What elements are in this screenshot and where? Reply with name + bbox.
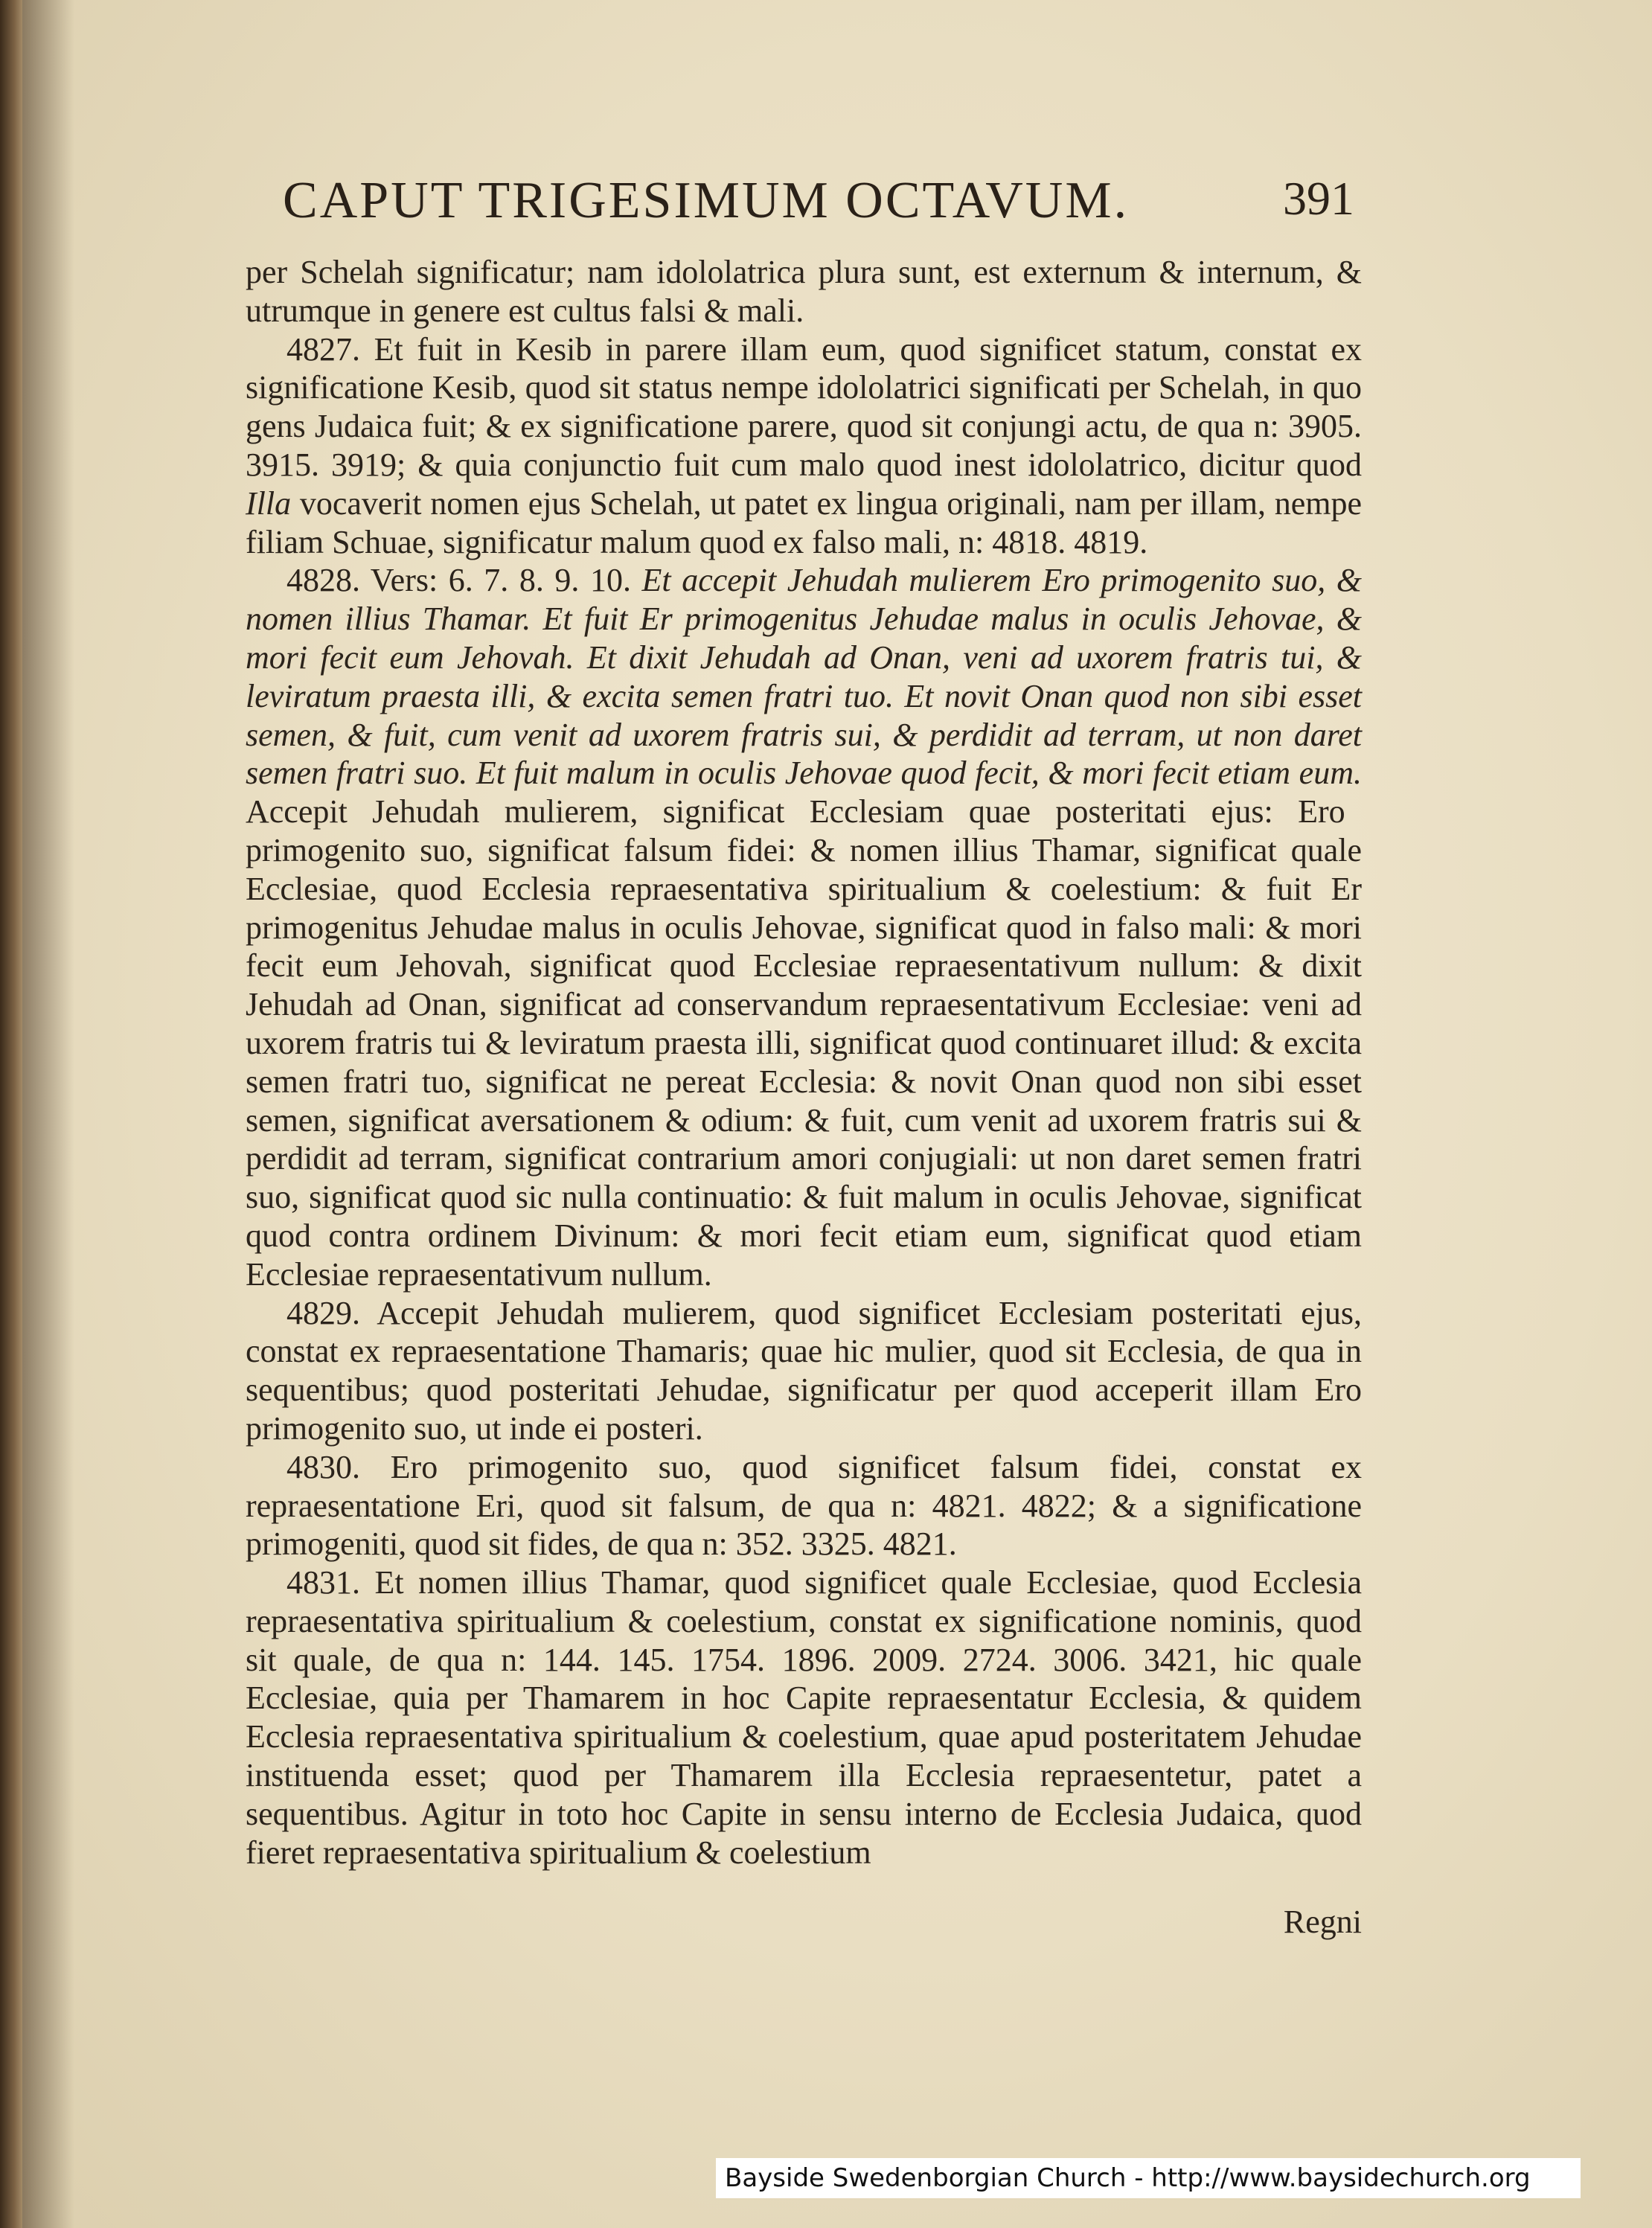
paragraph-number: 4830. bbox=[286, 1448, 360, 1485]
text-run: Et nomen illius Thamar, quod significet quale Ecclesiae, quod Ecclesia repraesentativa spiritualium & coelestium, constat ex significatione nominis, quod sit quale, de qua n: 144. 145. 1754. 1896. 2009. 2724. 3006. 3421, hic quale Ecclesiae, quia per Thamarem in hoc Capite repraesentatur Ecclesia, & quidem Ecclesia repraesentativa spiritualium & coelestium, quae apud posteritatem Jehudae instituenda esset; quod per Thamarem illa Ecclesia repraesentetur, patet a sequentibus. Agitur in toto hoc Capite in sensu interno de Ecclesia Judaica, quod fieret repraesentativa spiritualium & coelestium bbox=[246, 1564, 1362, 1871]
numbered-paragraph bbox=[246, 561, 1362, 1293]
watermark-caption: Bayside Swedenborgian Church - http://www.baysidechurch.org bbox=[716, 2158, 1581, 2198]
numbered-paragraph bbox=[246, 1448, 1362, 1563]
continuation-paragraph bbox=[246, 253, 1362, 330]
text-run: per Schelah significatur; nam idololatrica plura sunt, est externum & internum, & utrumque in genere est cultus falsi & mali. bbox=[246, 254, 1362, 329]
italic-text: Illa bbox=[246, 484, 292, 522]
gutter-shadow bbox=[22, 0, 74, 2228]
running-head bbox=[283, 171, 1354, 238]
page-number: 391 bbox=[1283, 172, 1354, 225]
text-run: Ero primogenito suo, quod significet falsum fidei, constat ex repraesentatione Eri, quod sit falsum, de qua n: 4821. 4822; & a significatione primogeniti, quod sit fides, de qua n: 352. 3325. 4821. bbox=[246, 1448, 1362, 1563]
paragraph-number: 4831. bbox=[286, 1564, 360, 1601]
numbered-paragraph bbox=[246, 1563, 1362, 1872]
italic-text: Et accepit Jehudah mulierem Ero primogenito suo, & nomen illius Thamar. Et fuit Er primogenitus Jehudae malus in oculis Jehovae, & mori fecit eum Jehovah. Et dixit Jehudah ad Onan, veni ad uxorem fratris tui, & leviratum praesta illi, & excita semen fratri tuo. Et novit Onan quod non sibi esset semen, & fuit, cum venit ad uxorem fratris sui, & perdidit ad terram, ut non daret semen fratri suo. Et fuit malum in oculis Jehovae quod fecit, & mori fecit etiam eum. bbox=[246, 562, 1362, 792]
text-run: Accepit Jehudah mulierem, quod significet Ecclesiam posteritati ejus, constat ex repraesentatione Thamaris; quae hic mulier, quod sit Ecclesia, de qua in sequentibus; quod posteritati Jehudae, significatur per quod acceperit illam Ero primogenito suo, ut inde ei posteri. bbox=[246, 1294, 1362, 1447]
paragraph-number: 4827. bbox=[286, 330, 360, 368]
text-run: Accepit Jehudah mulierem, significat Ecclesiam quae posteritati ejus: Ero primogenito suo, significat falsum fidei: & nomen illius Thamar, significat quale Ecclesiae, quod Ecclesia repraesentativa spiritualium & coelestium: & fuit Er primogenitus Jehudae malus in oculis Jehovae, significat quod in falso mali: & mori fecit eum Jehovah, significat quod Ecclesiae repraesentativum nullum: & dixit Jehudah ad Onan, significat ad conservandum repraesentativum Ecclesiae: veni ad uxorem fratris tui & leviratum praesta illi, significat quod continuaret illud: & excita semen fratri tuo, significat ne pereat Ecclesia: & novit Onan quod non sibi esset semen, significat aversationem & odium: & fuit, cum venit ad uxorem fratris sui & perdidit ad terram, significat contrarium amori conjugiali: ut non daret semen fratri suo, significat quod sic nulla continuatio: & fuit malum in oculis Jehovae, significat quod contra ordinem Divinum: & mori fecit etiam eum, significat quod etiam Ecclesiae repraesentativum nullum. bbox=[246, 793, 1362, 1293]
text-run: Et fuit in Kesib in parere illam eum, quod significet statum, constat ex significatione Kesib, quod sit status nempe idololatrici significati per Schelah, in quo gens Judaica fuit; & ex significatione parere, quod sit conjungi actu, de qua n: 3905. 3915. 3919; & quia conjunctio fuit cum malo quod inest idololatrico, dicitur quod bbox=[246, 330, 1362, 483]
catchword: Regni bbox=[1283, 1904, 1362, 1940]
numbered-paragraph bbox=[246, 1294, 1362, 1448]
body-text bbox=[246, 253, 1362, 1872]
paragraph-number: 4829. bbox=[286, 1294, 360, 1331]
text-run: vocaverit nomen ejus Schelah, ut patet ex lingua originali, nam per illam, nempe filiam Schuae, significatur malum quod ex falso mali, n: 4818. 4819. bbox=[246, 484, 1362, 560]
paragraph-number: 4828. bbox=[286, 562, 360, 599]
text-run: Vers: 6. 7. 8. 9. 10. bbox=[360, 562, 642, 599]
chapter-title: CAPUT TRIGESIMUM OCTAVUM. bbox=[283, 172, 1130, 229]
numbered-paragraph bbox=[246, 330, 1362, 562]
